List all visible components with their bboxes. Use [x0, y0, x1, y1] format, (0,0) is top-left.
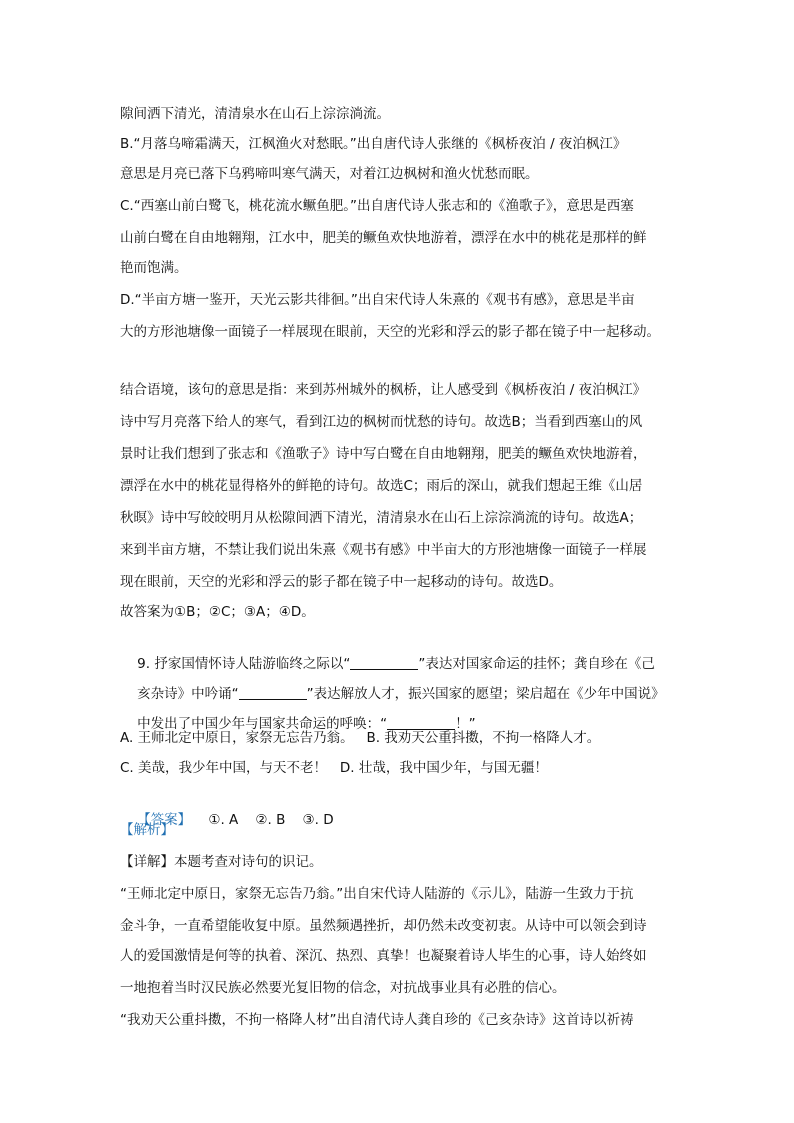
question-text: ！”: [455, 716, 476, 732]
question-text: 亥杂诗》中吟诵“: [137, 686, 239, 702]
text-line: 人的爱国激情是何等的执着、深沉、热烈、真挚！也凝聚着诗人毕生的心事，诗人始终如: [120, 948, 647, 964]
options-c-d: C. 美哉，我少年中国，与天不老！ D. 壮哉，我中国少年，与国无疆！: [120, 760, 548, 776]
text-line: “我劝天公重抖擞，不拘一格降人材”出自清代诗人龚自珍的《己亥杂诗》这首诗以祈祷: [120, 1012, 634, 1028]
answer-values: ①. A ②. B ③. D: [208, 812, 334, 828]
text-line: 诗中写月亮落下给人的寒气，看到江边的枫树而忧愁的诗句。故选B；当看到西塞山的风: [120, 414, 643, 430]
question-text: ”表达对国家命运的挂怀；龚自珍在《己: [418, 656, 655, 672]
text-line: 金斗争，一直希望能收复中原。虽然频遇挫折，却仍然未改变初衷。从诗中可以领会到诗: [120, 918, 647, 934]
text-line: 意思是月亮已落下乌鸦啼叫寒气满天，对着江边枫树和渔火忧愁而眠。: [120, 166, 539, 182]
text-line: 漂浮在水中的桃花显得格外的鲜艳的诗句。故选C；雨后的深山，就我们想起王维《山居: [120, 478, 643, 494]
text-line: 大的方形池塘像一面镜子一样展现在眼前，天空的光彩和浮云的影子都在镜子中一起移动。: [120, 324, 660, 340]
question-text: 9. 抒家国情怀诗人陆游临终之际以“: [137, 656, 351, 672]
option-b-line: B.“月落乌啼霜满天，江枫渔火对愁眠。”出自唐代诗人张继的《枫桥夜泊 / 夜泊枫江》: [120, 136, 627, 152]
text-line: 艳而饱满。: [120, 260, 188, 276]
question-text: ”表达解放人才，振兴国家的愿望；梁启超在《少年中国说》: [306, 686, 665, 702]
options-a-b: A. 王师北定中原日，家祭无忘告乃翁。 B. 我劝天公重抖擞，不拘一格降人才。: [120, 730, 601, 746]
text-line: 现在眼前，天空的光彩和浮云的影子都在镜子中一起移动的诗句。故选D。: [120, 574, 563, 590]
text-line: 隙间洒下清光，清清泉水在山石上淙淙淌流。: [120, 106, 390, 122]
question-text: 中发出了中国少年与国家共命运的呼唤：“: [137, 716, 388, 732]
text-line: 景时让我们想到了张志和《渔歌子》诗中写白鹭在自由地翱翔，肥美的鳜鱼欢快地游着，: [120, 446, 647, 462]
detail-line: 【详解】本题考查对诗句的识记。: [120, 854, 323, 870]
text-line: 山前白鹭在自由地翱翔，江水中，肥美的鳜鱼欢快地游着，漂浮在水中的桃花是那样的鲜: [120, 230, 647, 246]
text-line: 秋暝》诗中写皎皎明月从松隙间洒下清光，清清泉水在山石上淙淙淌流的诗句。故选A；: [120, 510, 643, 526]
answer-tag: 【答案】: [137, 812, 192, 828]
text-line: “王师北定中原日，家祭无忘告乃翁。”出自宋代诗人陆游的《示儿》，陆游一生致力于抗: [120, 886, 634, 902]
text-line: 一地抱着当时汉民族必然要光复旧物的信念，对抗战事业具有必胜的信心。: [120, 980, 566, 996]
text-line: 来到半亩方塘，不禁让我们说出朱熹《观书有感》中半亩大的方形池塘像一面镜子一样展: [120, 542, 647, 558]
option-c-line: C.“西塞山前白鹭飞，桃花流水鳜鱼肥。”出自唐代诗人张志和的《渔歌子》，意思是西塞: [120, 198, 634, 214]
analysis-tag: 【解析】: [120, 822, 174, 838]
text-line: 故答案为①B；②C；③A；④D。: [120, 604, 315, 620]
option-d-line: D.“半亩方塘一鉴开，天光云影共徘徊。”出自宋代诗人朱熹的《观书有感》，意思是半亩: [120, 292, 635, 308]
text-line: 结合语境，该句的意思是指：来到苏州城外的枫桥，让人感受到《枫桥夜泊 / 夜泊枫江》: [120, 382, 647, 398]
